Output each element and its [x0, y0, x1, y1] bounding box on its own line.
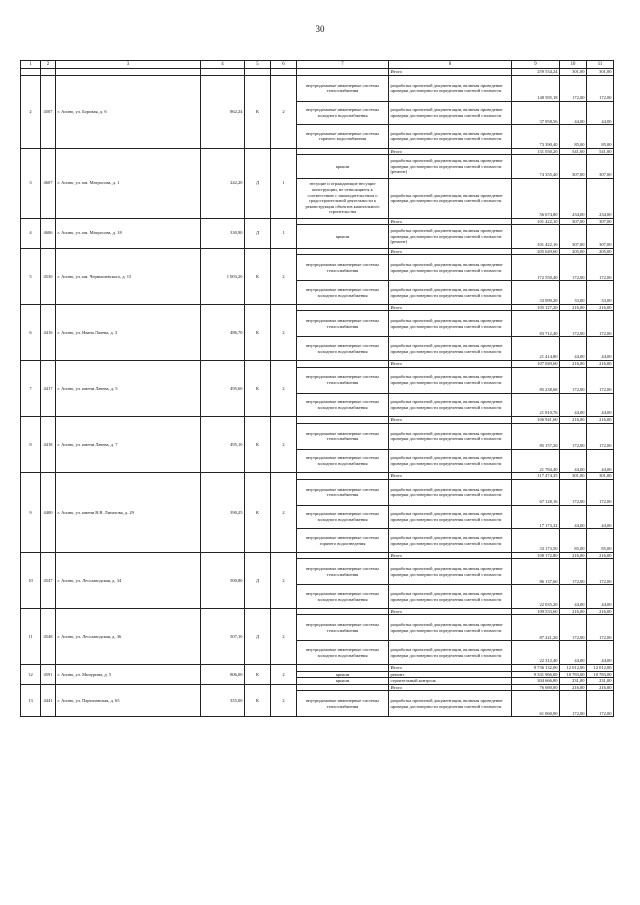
- col-header: 8: [389, 61, 512, 69]
- limit-cost: 172,00: [587, 311, 614, 337]
- total-sum: 259 534,24: [512, 69, 560, 76]
- total-row: [21, 304, 614, 311]
- house-address: г. Асино, ул. имени Лачева, д. 7: [56, 417, 201, 473]
- house-address: [56, 69, 201, 76]
- work-type: внутридомовые инженерные системы холодного водоснабжения: [297, 641, 389, 665]
- work-detail: разработка проектной документации, включая проведение проверки достоверности определения сметной стоимости (ремонт): [389, 155, 512, 179]
- limit-cost: 172,00: [587, 615, 614, 641]
- work-sum: 74 355,40: [512, 155, 560, 179]
- work-detail: разработка проектной документации, включая проведение проверки достоверности определения сметной стоимости: [389, 367, 512, 393]
- total-label: Итого: [389, 360, 512, 367]
- work-sum: 73 390,40: [512, 125, 560, 149]
- total-limit-cost: 307,00: [587, 218, 614, 225]
- work-type: внутридомовые инженерные системы теплоснабжения: [297, 615, 389, 641]
- unit-cost: 231,00: [560, 678, 587, 685]
- wall-material: К: [245, 75, 271, 148]
- unit-cost: 44,00: [560, 337, 587, 361]
- limit-cost: 44,00: [587, 585, 614, 609]
- row-number: [21, 69, 41, 76]
- work-type: внутридомовые инженерные системы холодного водоснабжения: [297, 337, 389, 361]
- unit-cost: 172,00: [560, 479, 587, 505]
- house-code: 4400: [41, 473, 56, 553]
- work-type: внутридомовые инженерные системы холодного водоснабжения: [297, 585, 389, 609]
- total-unit-cost: 307,00: [560, 218, 587, 225]
- house-code: 4548: [41, 608, 56, 664]
- house-code: 4441: [41, 684, 56, 717]
- work-type: внутридомовые инженерные системы холодного водоснабжения: [297, 281, 389, 305]
- work-type: внутридомовые инженерные системы холодного водоснабжения: [297, 449, 389, 473]
- house-code: 4530: [41, 248, 56, 304]
- house-address: г. Асино, ул. Лесозаводская, д. 36: [56, 608, 201, 664]
- total-unit-cost: 216,00: [560, 417, 587, 424]
- work-type: внутридомовые инженерные системы теплоснабжения: [297, 311, 389, 337]
- total-limit-cost: 541,00: [587, 148, 614, 155]
- house-code: [41, 69, 56, 76]
- limit-cost: 307,00: [587, 225, 614, 249]
- work-type: крыши: [297, 225, 389, 249]
- floor-count: 2: [271, 360, 297, 416]
- work-type: внутридомовые инженерные системы горячего водоснабжения: [297, 125, 389, 149]
- floor-count: 2: [271, 664, 297, 684]
- work-sum: 17 173,32: [512, 505, 560, 529]
- total-limit-cost: 216,00: [587, 608, 614, 615]
- total-sum: 101 422,10: [512, 218, 560, 225]
- work-sum: 21 784,40: [512, 449, 560, 473]
- house-address: г. Асино, ул. Мичурина, д. 5: [56, 664, 201, 684]
- work-sum: 21 810,76: [512, 393, 560, 417]
- unit-cost: 172,00: [560, 367, 587, 393]
- work-sum: 83 712,40: [512, 311, 560, 337]
- total-row: [21, 360, 614, 367]
- work-detail: разработка проектной документации, включая проведение проверки достоверности определения сметной стоимости: [389, 311, 512, 337]
- house-area: 507,10: [201, 608, 245, 664]
- unit-cost: 172,00: [560, 559, 587, 585]
- total-unit-cost: 205,00: [560, 248, 587, 255]
- col-header: 11: [587, 61, 614, 69]
- work-row: [21, 75, 614, 101]
- row-number: 11: [21, 608, 41, 664]
- total-sum: 131 030,20: [512, 148, 560, 155]
- work-type: внутридомовые инженерные системы холодного водоснабжения: [297, 505, 389, 529]
- limit-cost: 172,00: [587, 255, 614, 281]
- row-number: 4: [21, 218, 41, 248]
- work-type: внутридомовые инженерные системы теплоснабжения: [297, 479, 389, 505]
- row-number: 12: [21, 664, 41, 684]
- unit-cost: 44,00: [560, 101, 587, 125]
- unit-cost: 172,00: [560, 75, 587, 101]
- work-sum: 22 035,20: [512, 585, 560, 609]
- work-type-cell: [297, 69, 389, 76]
- house-code: 4418: [41, 417, 56, 473]
- total-row: [21, 664, 614, 671]
- total-limit-cost: 205,00: [587, 248, 614, 255]
- floor-count: 2: [271, 473, 297, 553]
- total-row: [21, 148, 614, 155]
- work-sum: 86 137,60: [512, 559, 560, 585]
- total-unit-cost: 216,00: [560, 304, 587, 311]
- total-sum: 108 172,80: [512, 552, 560, 559]
- total-limit-cost: 301,00: [587, 473, 614, 480]
- limit-cost: 172,00: [587, 423, 614, 449]
- limit-cost: 10 783,00: [587, 671, 614, 678]
- house-address: г. Асино, ул. имени В.В. Липатова, д. 29: [56, 473, 201, 553]
- total-unit-cost: 12 012,00: [560, 664, 587, 671]
- total-label: Итого: [389, 417, 512, 424]
- work-type-cell: [297, 148, 389, 155]
- house-address: г. Асино, ул. Боровая, д. 6: [56, 75, 201, 148]
- limit-cost: 44,00: [587, 449, 614, 473]
- house-area: 355,00: [201, 684, 245, 717]
- work-type: внутридомовые инженерные системы теплоснабжения: [297, 691, 389, 717]
- work-detail: разработка проектной документации, включая проведение проверки достоверности определения сметной стоимости: [389, 101, 512, 125]
- total-label: Итого: [389, 608, 512, 615]
- wall-material: Д: [245, 552, 271, 608]
- col-header: 7: [297, 61, 389, 69]
- limit-cost: 231,00: [587, 678, 614, 685]
- limit-cost: 172,00: [587, 691, 614, 717]
- house-area: 242,20: [201, 148, 245, 218]
- house-code: 4417: [41, 360, 56, 416]
- row-number: 13: [21, 684, 41, 717]
- work-type: внутридомовые инженерные системы теплоснабжения: [297, 367, 389, 393]
- total-sum: 117 474,35: [512, 473, 560, 480]
- total-sum: 105 127,20: [512, 304, 560, 311]
- limit-cost: 33,00: [587, 281, 614, 305]
- total-limit-cost: 216,00: [587, 304, 614, 311]
- unit-cost: 85,00: [560, 125, 587, 149]
- floor-count: 2: [271, 75, 297, 148]
- house-code: 4416: [41, 304, 56, 360]
- unit-cost: 33,00: [560, 281, 587, 305]
- house-area: [201, 69, 245, 76]
- row-number: 10: [21, 552, 41, 608]
- total-limit-cost: 216,00: [587, 684, 614, 691]
- house-area: 330,90: [201, 218, 245, 248]
- house-address: г. Асино, ул. им. Матросова, д. 18: [56, 218, 201, 248]
- house-area: 495,10: [201, 417, 245, 473]
- total-unit-cost: 541,00: [560, 148, 587, 155]
- total-row: [21, 608, 614, 615]
- work-type: внутридомовые инженерные системы холодного водоснабжения: [297, 393, 389, 417]
- house-area: 862,24: [201, 75, 245, 148]
- row-number: 8: [21, 417, 41, 473]
- work-detail: разработка проектной документации, включая проведение проверки достоверности определения сметной стоимости: [389, 255, 512, 281]
- limit-cost: 44,00: [587, 337, 614, 361]
- total-row: [21, 473, 614, 480]
- work-detail: разработка проектной документации, включая проведение проверки достоверности определения сметной стоимости: [389, 479, 512, 505]
- work-detail: разработка проектной документации, включая проведение проверки достоверности определения сметной стоимости: [389, 423, 512, 449]
- wall-material: К: [245, 417, 271, 473]
- total-row: [21, 248, 614, 255]
- unit-cost: 44,00: [560, 585, 587, 609]
- unit-cost: 172,00: [560, 615, 587, 641]
- total-sum: 107 049,60: [512, 360, 560, 367]
- unit-cost: 44,00: [560, 449, 587, 473]
- work-detail: разработка проектной документации, включая проведение проверки достоверности определения сметной стоимости: [389, 615, 512, 641]
- col-header: 6: [271, 61, 297, 69]
- work-type-cell: [297, 304, 389, 311]
- limit-cost: 44,00: [587, 393, 614, 417]
- table-body: [21, 69, 614, 717]
- work-detail: разработка проектной документации, включая проведение проверки достоверности определения сметной стоимости: [389, 691, 512, 717]
- limit-cost: 85,00: [587, 125, 614, 149]
- limit-cost: 172,00: [587, 559, 614, 585]
- work-sum: 22 312,40: [512, 641, 560, 665]
- unit-cost: 172,00: [560, 255, 587, 281]
- work-detail: разработка проектной документации, включая проведение проверки достоверности определения сметной стоимости: [389, 449, 512, 473]
- total-sum: 205 649,60: [512, 248, 560, 255]
- col-header: 10: [560, 61, 587, 69]
- floor-count: 2: [271, 248, 297, 304]
- house-area: 486,70: [201, 304, 245, 360]
- work-detail: разработка проектной документации, включая проведение проверки достоверности определения сметной стоимости: [389, 281, 512, 305]
- unit-cost: 234,00: [560, 178, 587, 218]
- house-code: 4591: [41, 664, 56, 684]
- unit-cost: 44,00: [560, 393, 587, 417]
- total-label: Итого: [389, 664, 512, 671]
- limit-cost: 172,00: [587, 367, 614, 393]
- house-code: 4607: [41, 148, 56, 218]
- row-number: 5: [21, 248, 41, 304]
- limit-cost: 44,00: [587, 101, 614, 125]
- work-type: крыши: [297, 155, 389, 179]
- work-type-cell: [297, 248, 389, 255]
- total-sum: 106 941,60: [512, 417, 560, 424]
- house-area: 495,60: [201, 360, 245, 416]
- work-type-cell: [297, 218, 389, 225]
- floor-count: 1: [271, 218, 297, 248]
- total-label: Итого: [389, 684, 512, 691]
- wall-material: К: [245, 473, 271, 553]
- work-detail: разработка проектной документации, включая проведение проверки достоверности определения сметной стоимости: [389, 75, 512, 101]
- total-unit-cost: 301,00: [560, 473, 587, 480]
- work-sum: 33 173,50: [512, 529, 560, 553]
- limit-cost: 172,00: [587, 479, 614, 505]
- work-sum: 172 550,40: [512, 255, 560, 281]
- work-detail: разработка проектной документации, включая проведение проверки достоверности определения сметной стоимости: [389, 505, 512, 529]
- total-label: Итого: [389, 304, 512, 311]
- house-code: 4606: [41, 218, 56, 248]
- total-limit-cost: 12 012,00: [587, 664, 614, 671]
- work-type-cell: [297, 360, 389, 367]
- col-header: 4: [201, 61, 245, 69]
- work-sum: 148 585,18: [512, 75, 560, 101]
- work-detail: строительный контроль: [389, 678, 512, 685]
- unit-cost: 85,00: [560, 529, 587, 553]
- total-unit-cost: 216,00: [560, 360, 587, 367]
- unit-cost: 172,00: [560, 423, 587, 449]
- work-detail: ремонт: [389, 671, 512, 678]
- work-type-cell: [297, 684, 389, 691]
- work-detail: разработка проектной документации, включая проведение проверки достоверности определения сметной стоимости: [389, 559, 512, 585]
- work-sum: 61 060,00: [512, 691, 560, 717]
- wall-material: К: [245, 248, 271, 304]
- col-header: 9: [512, 61, 560, 69]
- work-sum: 67 128,16: [512, 479, 560, 505]
- wall-material: К: [245, 664, 271, 684]
- house-code: 4547: [41, 552, 56, 608]
- unit-cost: 44,00: [560, 641, 587, 665]
- work-type-cell: [297, 552, 389, 559]
- house-address: г. Асино, ул. им. Чернышевского, д. 15: [56, 248, 201, 304]
- house-area: 806,00: [201, 664, 245, 684]
- work-sum: 37 958,56: [512, 101, 560, 125]
- work-detail: разработка проектной документации, включая проведение проверки достоверности определения сметной стоимости: [389, 641, 512, 665]
- work-sum: 21 414,80: [512, 337, 560, 361]
- limit-cost: 172,00: [587, 75, 614, 101]
- work-type-cell: [297, 608, 389, 615]
- work-sum: 56 674,80: [512, 178, 560, 218]
- house-address: г. Асино, ул. Партизанская, д. 65: [56, 684, 201, 717]
- work-type-cell: [297, 664, 389, 671]
- col-header: 3: [56, 61, 201, 69]
- row-number: 2: [21, 75, 41, 148]
- wall-material: К: [245, 304, 271, 360]
- capital-repair-table: [20, 60, 614, 717]
- unit-cost: 307,00: [560, 225, 587, 249]
- house-area: 1 003,20: [201, 248, 245, 304]
- floor-count: [271, 69, 297, 76]
- work-detail: разработка проектной документации, включая проведение проверки достоверности определения сметной стоимости: [389, 178, 512, 218]
- limit-cost: 307,00: [587, 155, 614, 179]
- work-detail: разработка проектной документации, включая проведение проверки достоверности определения сметной стоимости: [389, 585, 512, 609]
- total-sum: 9 736 132,00: [512, 664, 560, 671]
- work-sum: 304 666,80: [512, 678, 560, 685]
- work-type: внутридомовые инженерные системы теплоснабжения: [297, 559, 389, 585]
- work-type-cell: [297, 473, 389, 480]
- house-address: г. Асино, ул. имени Лачева, д. 5: [56, 360, 201, 416]
- work-type: внутридомовые инженерные системы теплоснабжения: [297, 255, 389, 281]
- wall-material: Д: [245, 148, 271, 218]
- unit-cost: 307,00: [560, 155, 587, 179]
- work-detail: разработка проектной документации, включая проведение проверки достоверности определения сметной стоимости: [389, 337, 512, 361]
- page-number: 30: [315, 24, 325, 34]
- work-sum: 101 422,10: [512, 225, 560, 249]
- row-number: 3: [21, 148, 41, 218]
- house-area: 390,25: [201, 473, 245, 553]
- work-type: внутридомовые инженерные системы холодного водоснабжения: [297, 101, 389, 125]
- floor-count: 2: [271, 304, 297, 360]
- total-label: Итого: [389, 218, 512, 225]
- work-type: внутридомовые инженерные системы горячего водоотведения: [297, 529, 389, 553]
- total-sum: 109 533,60: [512, 608, 560, 615]
- total-label: Итого: [389, 248, 512, 255]
- limit-cost: 234,00: [587, 178, 614, 218]
- wall-material: К: [245, 684, 271, 717]
- floor-count: 2: [271, 552, 297, 608]
- work-detail: разработка проектной документации, включая проведение проверки достоверности определения сметной стоимости: [389, 125, 512, 149]
- total-unit-cost: 301,00: [560, 69, 587, 76]
- floor-count: 1: [271, 148, 297, 218]
- total-label: Итого: [389, 69, 512, 76]
- total-row: [21, 417, 614, 424]
- total-label: Итого: [389, 552, 512, 559]
- unit-cost: 44,00: [560, 505, 587, 529]
- unit-cost: 172,00: [560, 311, 587, 337]
- unit-cost: 172,00: [560, 691, 587, 717]
- work-detail: разработка проектной документации, включая проведение проверки достоверности определения сметной стоимости: [389, 393, 512, 417]
- total-limit-cost: 216,00: [587, 417, 614, 424]
- row-number: 9: [21, 473, 41, 553]
- col-header: 5: [245, 61, 271, 69]
- total-label: Итого: [389, 473, 512, 480]
- total-row: [21, 69, 614, 76]
- work-type: крыши: [297, 671, 389, 678]
- work-detail: разработка проектной документации, включая проведение проверки достоверности определения сметной стоимости (ремонт): [389, 225, 512, 249]
- work-sum: 9 331 966,00: [512, 671, 560, 678]
- work-type: внутридомовые инженерные системы теплоснабжения: [297, 75, 389, 101]
- floor-count: 2: [271, 417, 297, 473]
- work-sum: 33 099,20: [512, 281, 560, 305]
- wall-material: К: [245, 360, 271, 416]
- header-row: [21, 61, 614, 69]
- limit-cost: 85,00: [587, 529, 614, 553]
- limit-cost: 44,00: [587, 641, 614, 665]
- col-header: 1: [21, 61, 41, 69]
- work-sum: 85 238,68: [512, 367, 560, 393]
- work-sum: 87 221,20: [512, 615, 560, 641]
- total-unit-cost: 216,00: [560, 684, 587, 691]
- total-unit-cost: 216,00: [560, 608, 587, 615]
- wall-material: Д: [245, 218, 271, 248]
- total-limit-cost: 301,00: [587, 69, 614, 76]
- work-type: внутридомовые инженерные системы теплоснабжения: [297, 423, 389, 449]
- total-label: Итого: [389, 148, 512, 155]
- row-number: 7: [21, 360, 41, 416]
- total-row: [21, 552, 614, 559]
- total-sum: 76 680,00: [512, 684, 560, 691]
- total-unit-cost: 216,00: [560, 552, 587, 559]
- work-type: несущие и ограждающие несущие конструкции, не относящиеся к соответствию с законодательством о градостроительной деятельности к реконструкции объектов капитального строительства: [297, 178, 389, 218]
- floor-count: 2: [271, 684, 297, 717]
- wall-material: Д: [245, 608, 271, 664]
- unit-cost: 10 783,00: [560, 671, 587, 678]
- house-code: 4507: [41, 75, 56, 148]
- work-type-cell: [297, 417, 389, 424]
- row-number: 6: [21, 304, 41, 360]
- house-address: г. Асино, ул. им. Матросова, д. 1: [56, 148, 201, 218]
- house-address: г. Асино, ул. Лесозаводская, д. 34: [56, 552, 201, 608]
- work-type: крыши: [297, 678, 389, 685]
- work-detail: разработка проектной документации, включая проведение проверки достоверности определения сметной стоимости: [389, 529, 512, 553]
- col-header: 2: [41, 61, 56, 69]
- total-limit-cost: 216,00: [587, 552, 614, 559]
- wall-material: [245, 69, 271, 76]
- total-row: [21, 218, 614, 225]
- total-row: [21, 684, 614, 691]
- house-address: г. Асино, ул. Ивана Лачева, д. 3: [56, 304, 201, 360]
- house-area: 500,80: [201, 552, 245, 608]
- limit-cost: 44,00: [587, 505, 614, 529]
- work-sum: 85 157,20: [512, 423, 560, 449]
- floor-count: 2: [271, 608, 297, 664]
- total-limit-cost: 216,00: [587, 360, 614, 367]
